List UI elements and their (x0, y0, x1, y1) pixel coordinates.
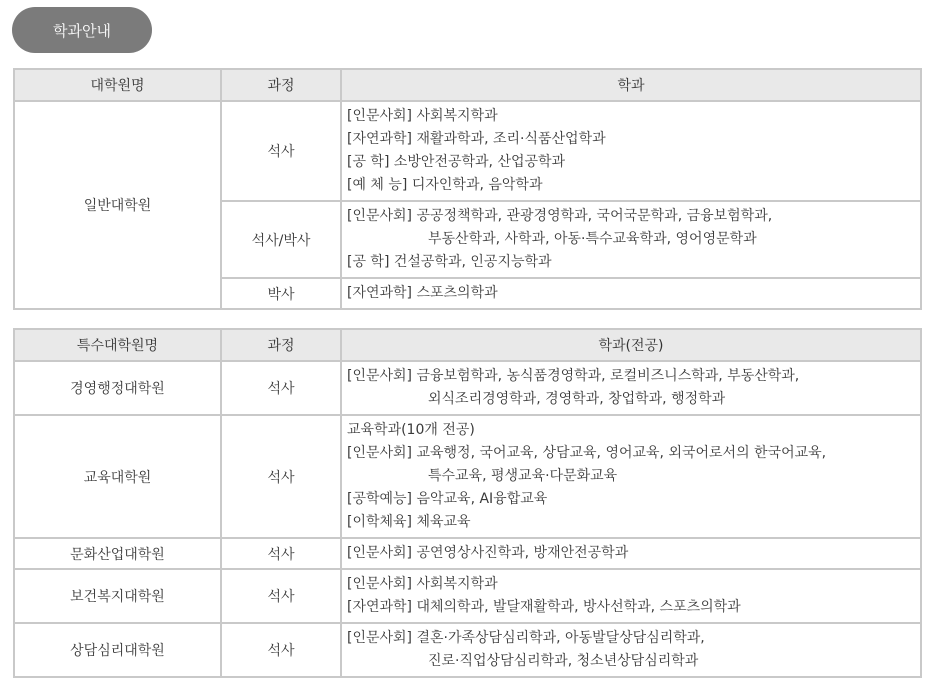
department-cell (341, 361, 921, 415)
course-cell: 석사 (221, 101, 341, 201)
school-name-cell: 문화산업대학원 (14, 538, 221, 569)
department-line: [공 학] 건설공학과, 인공지능학과 (347, 254, 552, 270)
header-course: 과정 (221, 69, 341, 101)
department-line: [자연과학] 대체의학과, 발달재활학과, 방사선학과, 스포츠의학과 (347, 599, 741, 615)
department-cell (341, 101, 921, 201)
header-department: 학과(전공) (341, 329, 921, 361)
department-line: 특수교육, 평생교육·다문화교육 (428, 468, 618, 484)
department-line: 외식조리경영학과, 경영학과, 창업학과, 행정학과 (428, 391, 726, 407)
course-cell: 석사 (221, 569, 341, 623)
table-header-row (14, 69, 921, 101)
department-line: [인문사회] 결혼·가족상담심리학과, 아동발달상담심리학과, (347, 630, 705, 646)
table-row (14, 361, 921, 415)
course-cell: 박사 (221, 278, 341, 309)
special-graduate-table (13, 328, 922, 678)
department-line: [인문사회] 공공정책학과, 관광경영학과, 국어국문학과, 금융보험학과, (347, 208, 773, 224)
department-line: [이학체육] 체육교육 (347, 514, 471, 530)
department-line: [공 학] 소방안전공학과, 산업공학과 (347, 154, 566, 170)
department-line: 부동산학과, 사학과, 아동·특수교육학과, 영어영문학과 (428, 231, 757, 247)
department-line: [공학예능] 음악교육, AI융합교육 (347, 491, 548, 507)
department-line: [인문사회] 사회복지학과 (347, 108, 498, 124)
section-title: 학과안내 (53, 21, 111, 40)
department-line: [예 체 능] 디자인학과, 음악학과 (347, 177, 543, 193)
table-row (14, 101, 921, 201)
department-cell (341, 623, 921, 677)
department-cell (341, 538, 921, 569)
course-cell: 석사 (221, 415, 341, 538)
department-line: 진로·직업상담심리학과, 청소년상담심리학과 (428, 653, 699, 669)
table-row (14, 538, 921, 569)
table-row (14, 569, 921, 623)
department-line: [자연과학] 스포츠의학과 (347, 285, 498, 301)
section-title-badge (12, 7, 152, 53)
general-graduate-table (13, 68, 922, 310)
school-name-cell: 경영행정대학원 (14, 361, 221, 415)
table-header-row (14, 329, 921, 361)
school-name-cell: 보건복지대학원 (14, 569, 221, 623)
course-cell: 석사 (221, 538, 341, 569)
header-school: 대학원명 (14, 69, 221, 101)
department-line: 교육학과(10개 전공) (347, 422, 475, 438)
department-line: [인문사회] 사회복지학과 (347, 576, 498, 592)
course-cell: 석사 (221, 361, 341, 415)
department-cell (341, 201, 921, 278)
department-line: [인문사회] 교육행정, 국어교육, 상담교육, 영어교육, 외국어로서의 한국어교육, (347, 445, 827, 461)
school-name-cell: 교육대학원 (14, 415, 221, 538)
department-cell (341, 415, 921, 538)
department-line: [인문사회] 금융보험학과, 농식품경영학과, 로컬비즈니스학과, 부동산학과, (347, 368, 800, 384)
department-cell (341, 569, 921, 623)
school-name-cell: 일반대학원 (14, 101, 221, 309)
header-course: 과정 (221, 329, 341, 361)
header-department: 학과 (341, 69, 921, 101)
department-cell (341, 278, 921, 309)
course-cell: 석사/박사 (221, 201, 341, 278)
header-school: 특수대학원명 (14, 329, 221, 361)
table-row (14, 623, 921, 677)
course-cell: 석사 (221, 623, 341, 677)
table-row (14, 415, 921, 538)
school-name-cell: 상담심리대학원 (14, 623, 221, 677)
department-line: [인문사회] 공연영상사진학과, 방재안전공학과 (347, 545, 629, 561)
department-line: [자연과학] 재활과학과, 조리·식품산업학과 (347, 131, 606, 147)
